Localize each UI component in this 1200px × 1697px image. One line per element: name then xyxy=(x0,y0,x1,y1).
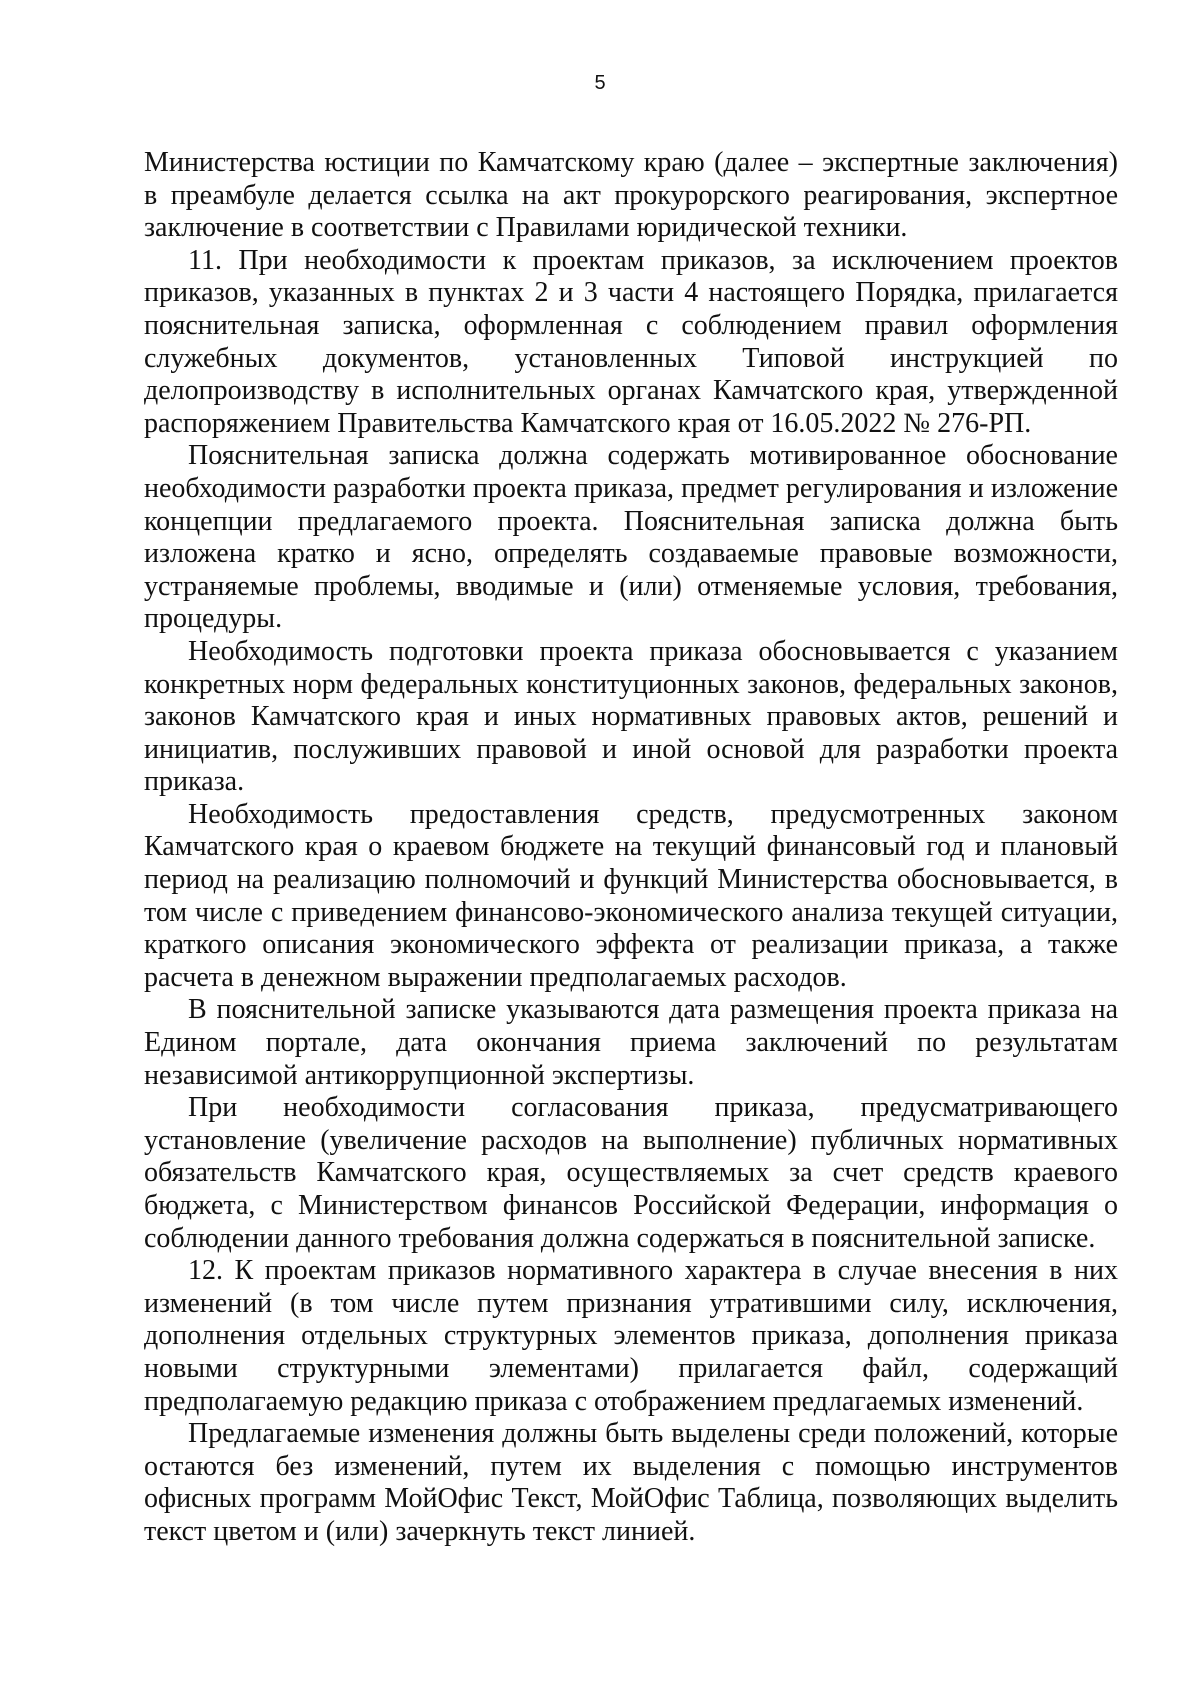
page-number: 5 xyxy=(594,72,606,94)
paragraph-continuation: Министерства юстиции по Камчатскому краю (далее – экспертные заключения) в преамбуле делается ссылка на акт прокурорского реагирования, экспертное заключение в соответствии с Правилами юридической техники. xyxy=(144,147,1118,244)
paragraph-item-11: 11. При необходимости к проектам приказов, за исключением проектов приказов, указанных в пунктах 2 и 3 части 4 настоящего Порядка, прилагается пояснительная записка, оформленная с соблюдением правил оформления служебных документов, установленных Типовой инструкцией по делопроизводству в исполнительных органах Камчатского края, утвержденной распоряжением Правительства Камчатского края от 16.05.2022 № 276-РП. xyxy=(144,244,1118,439)
paragraph-item-12: 12. К проектам приказов нормативного характера в случае внесения в них изменений (в том числе путем признания утратившими силу, исключения, дополнения отдельных структурных элементов приказа, дополнения приказа новыми структурными элементами) прилагается файл, содержащий предполагаемую редакцию приказа с отображением предлагаемых изменений. xyxy=(144,1255,1118,1417)
paragraph-portal-dates: В пояснительной записке указываются дата размещения проекта приказа на Едином портале, дата окончания приема заключений по результатам независимой антикоррупционной экспертизы. xyxy=(144,994,1118,1091)
document-body xyxy=(144,147,1118,1549)
paragraph-ministry-finance-approval: При необходимости согласования приказа, предусматривающего установление (увеличение расходов на выполнение) публичных нормативных обязательств Камчатского края, осуществляемых за счет средств краевого бюджета, с Министерством финансов Российской Федерации, информация о соблюдении данного требования должна содержаться в пояснительной записке. xyxy=(144,1092,1118,1254)
paragraph-justification-norms: Необходимость подготовки проекта приказа обосновывается с указанием конкретных норм федеральных конституционных законов, федеральных законов, законов Камчатского края и иных нормативных правовых актов, решений и инициатив, послуживших правовой и иной основой для разработки проекта приказа. xyxy=(144,635,1118,798)
paragraph-explanatory-note-content: Пояснительная записка должна содержать мотивированное обоснование необходимости разработки проекта приказа, предмет регулирования и изложение концепции предлагаемого проекта. Пояснительная записка должна быть изложена кратко и ясно, определять создаваемые правовые возможности, устраняемые проблемы, вводимые и (или) отменяемые условия, требования, процедуры. xyxy=(144,440,1118,635)
paragraph-budget-funds: Необходимость предоставления средств, предусмотренных законом Камчатского края о краевом бюджете на текущий финансовый год и плановый период на реализацию полномочий и функций Министерства обосновывается, в том числе с приведением финансово-экономического анализа текущей ситуации, краткого описания экономического эффекта от реализации приказа, а также расчета в денежном выражении предполагаемых расходов. xyxy=(144,798,1118,993)
paragraph-highlight-changes: Предлагаемые изменения должны быть выделены среди положений, которые остаются без изменений, путем их выделения с помощью инструментов офисных программ МойОфис Текст, МойОфис Таблица, позволяющих выделить текст цветом и (или) зачеркнуть текст линией. xyxy=(144,1418,1118,1547)
